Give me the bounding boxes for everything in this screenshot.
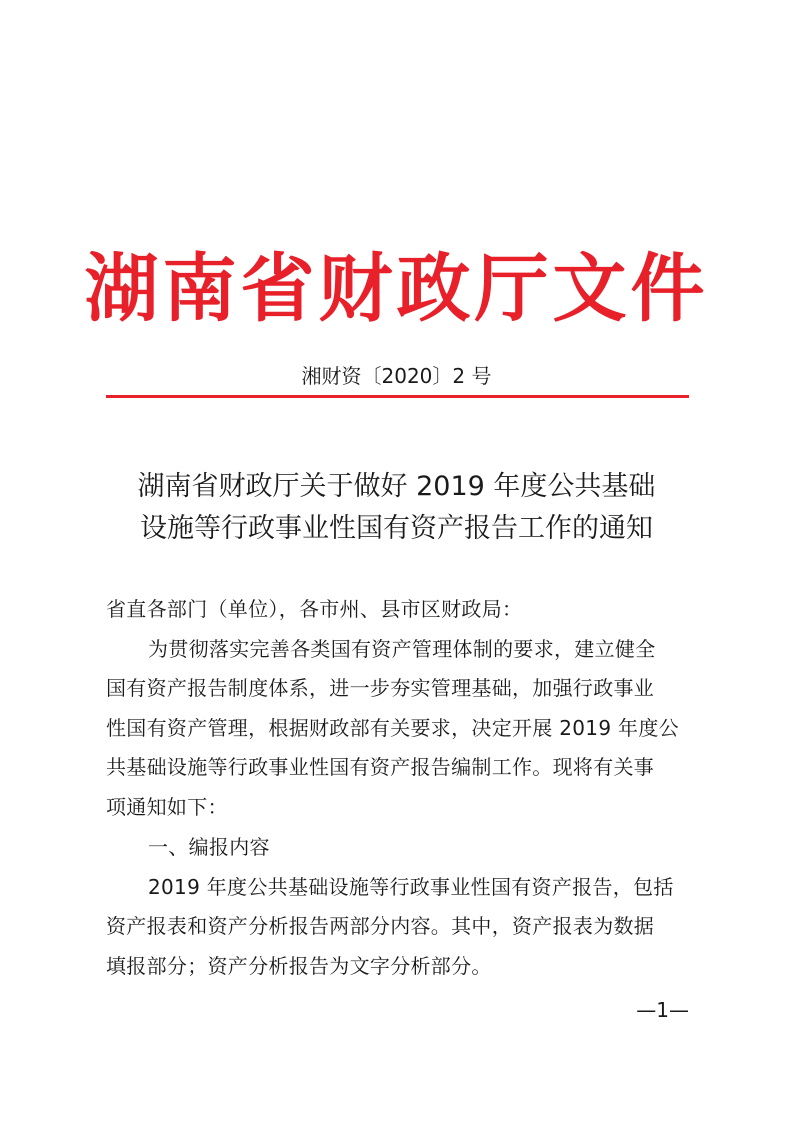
paragraph-line: 资产报表和资产分析报告两部分内容。其中，资产报表为数据 [106, 914, 655, 938]
paragraph-line: 项通知如下： [106, 795, 228, 819]
notice-title-line: 设施等行政事业性国有资产报告工作的通知 [140, 513, 653, 544]
issuer-title: 湖南省财政厅文件 [84, 246, 709, 332]
page-number: —1— [636, 998, 689, 1022]
notice-title-line: 湖南省财政厅关于做好 2019 年度公共基础 [137, 471, 656, 502]
paragraph-line: 性国有资产管理，根据财政部有关要求，决定开展 2019 年度公 [106, 716, 679, 740]
paragraph-line: 共基础设施等行政事业性国有资产报告编制工作。现将有关事 [106, 755, 655, 779]
red-separator-line [106, 395, 689, 398]
paragraph-line: 为贯彻落实完善各类国有资产管理体制的要求，建立健全 [148, 637, 656, 661]
addressee: 省直各部门（单位），各市州、县市区财政局： [106, 597, 523, 621]
section-heading: 一、编报内容 [148, 835, 270, 859]
paragraph-line: 填报部分；资产分析报告为文字分析部分。 [106, 954, 492, 978]
paragraph-line: 2019 年度公共基础设施等行政事业性国有资产报告，包括 [148, 875, 674, 899]
document-number: 湘财资〔2020〕2 号 [301, 364, 492, 388]
notice-title [100, 466, 693, 550]
paragraph-line: 国有资产报告制度体系，进一步夯实管理基础，加强行政事业 [106, 676, 655, 700]
